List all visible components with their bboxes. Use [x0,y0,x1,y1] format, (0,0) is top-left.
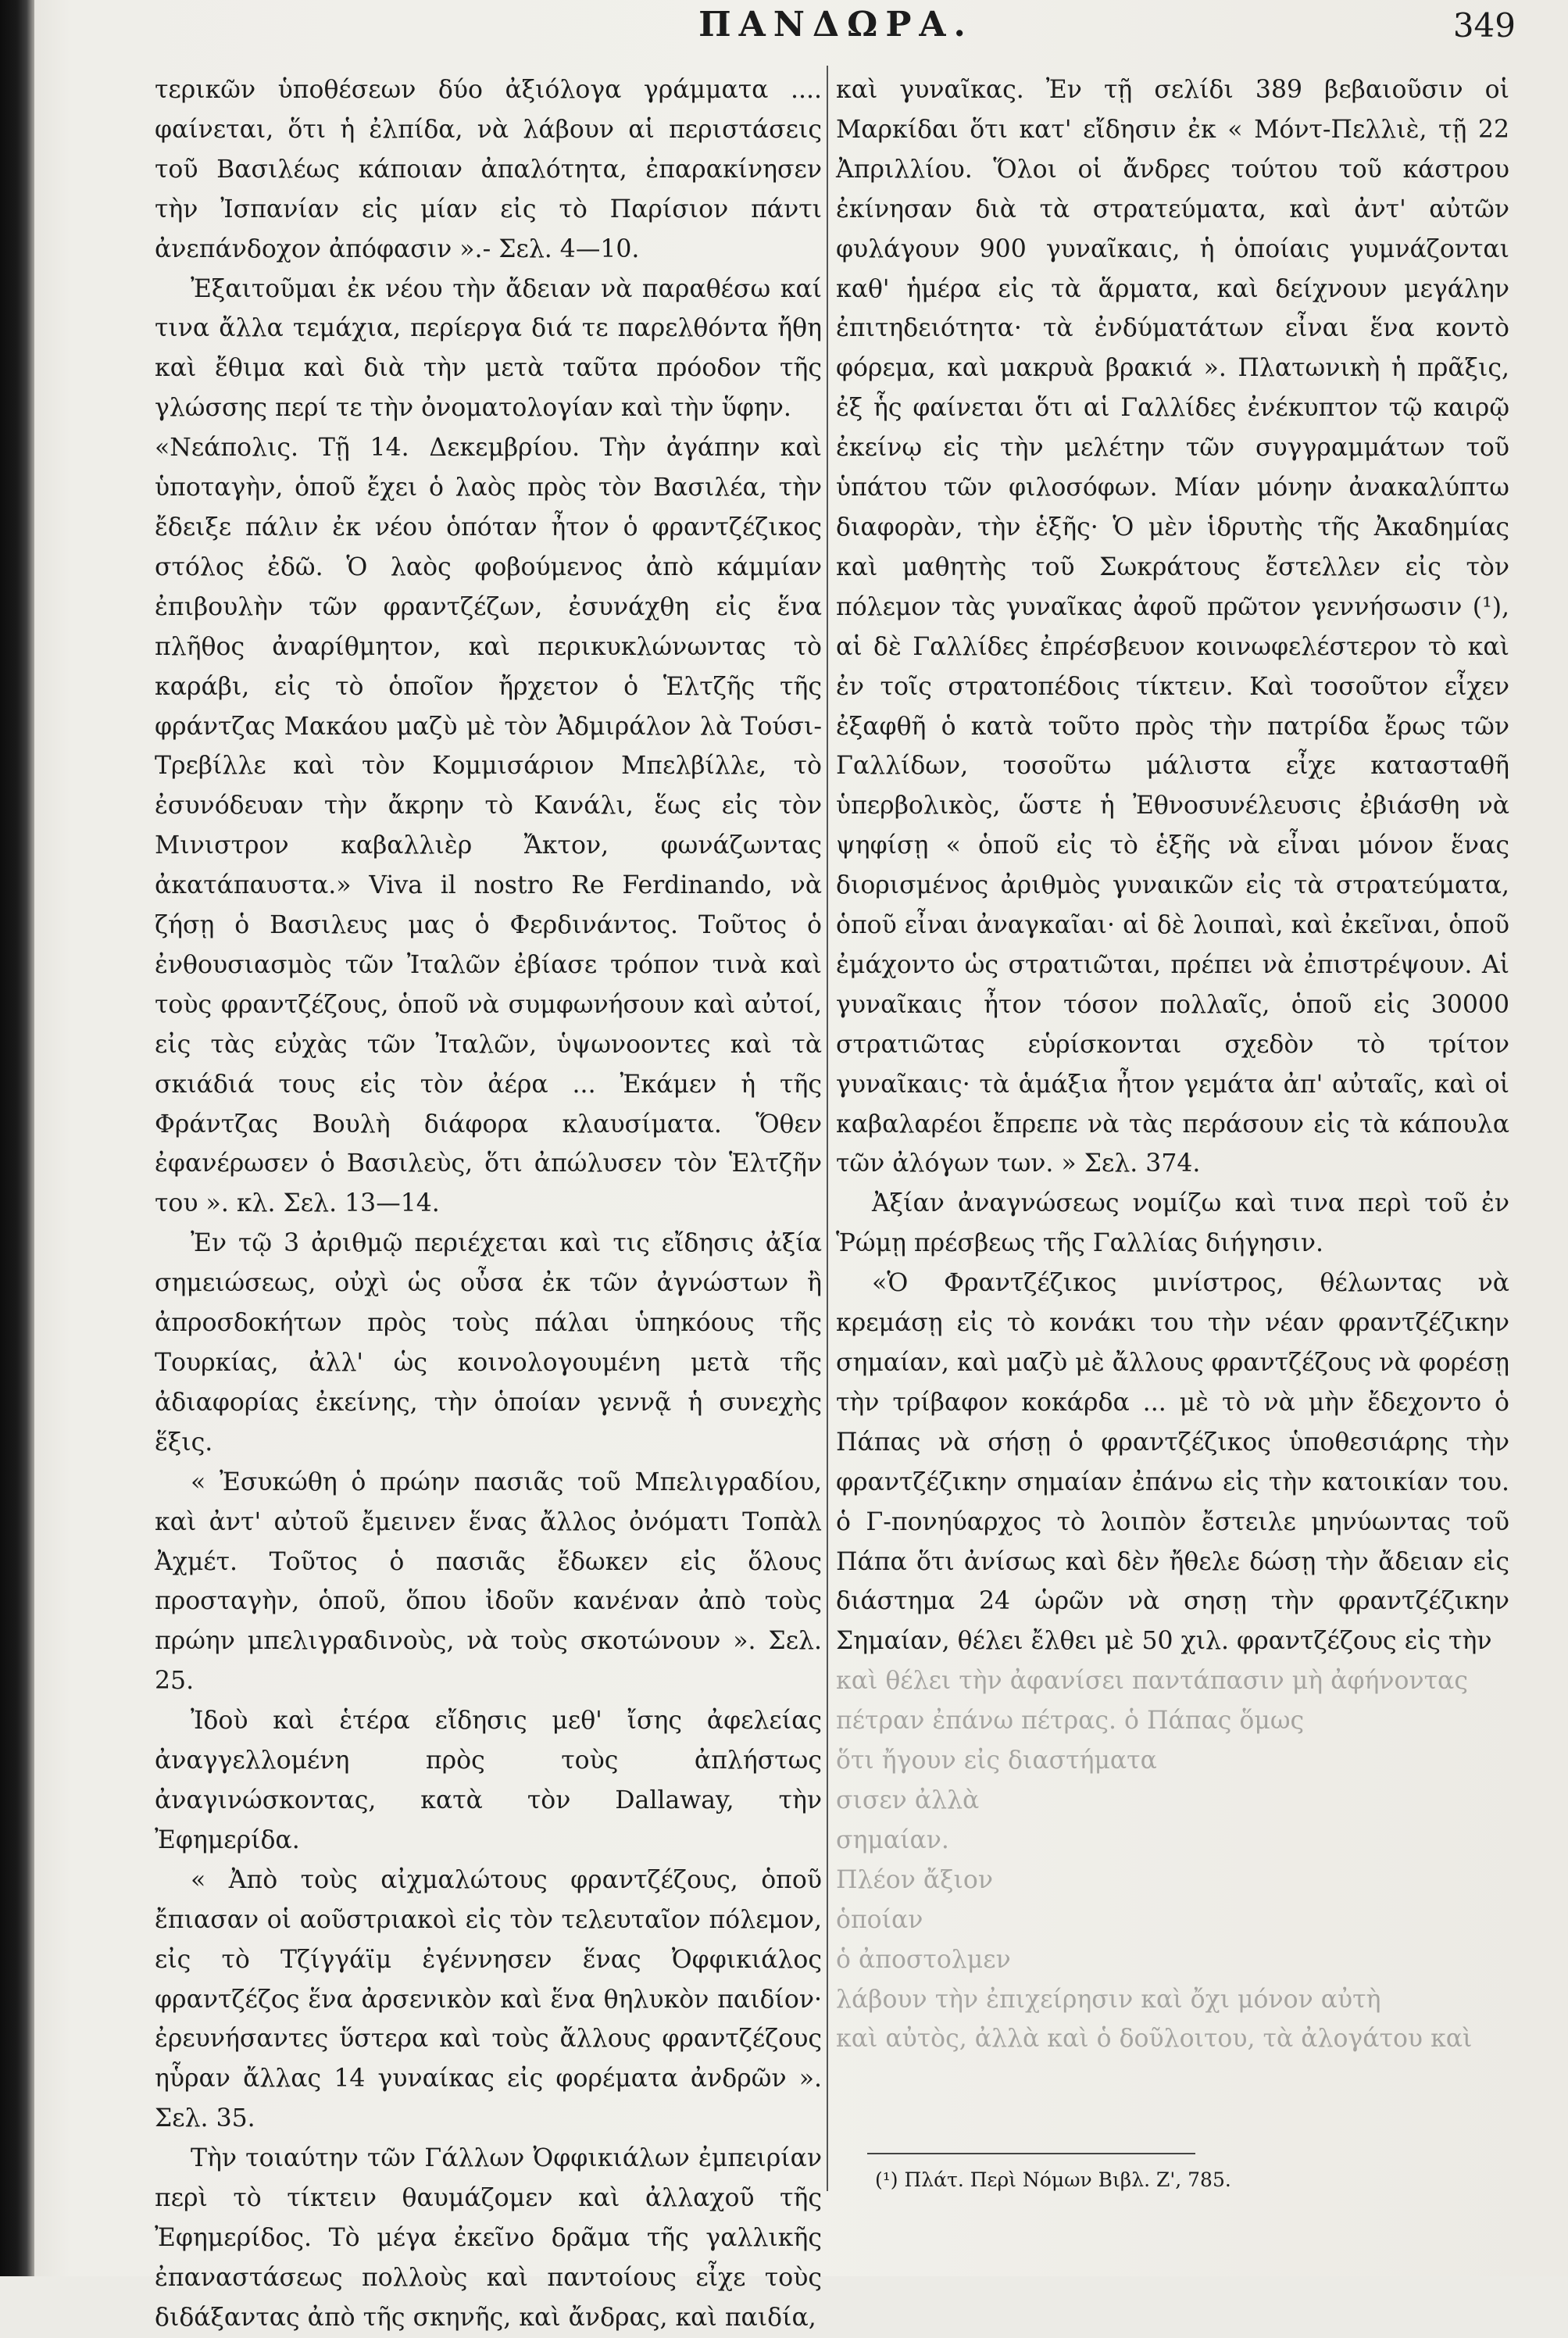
paragraph: «Νεάπολις. Τῇ 14. Δεκεμβρίου. Τὴν ἀγάπην καὶ ὑποταγὴν, ὁποῦ ἔχει ὁ λαὸς πρὸς τὸν Βασιλέα, τὴν ἔδειξε πάλιν ἐκ νέου ὁπόταν ἦτον ὁ φραντζέζικος στόλος ἐδῶ. Ὁ λαὸς φοβούμενος ἀπὸ κάμμίαν ἐπιβουλὴν τῶν φραντζέζων, ἐσυνάχθη εἰς ἕνα πλῆθος ἀναρίθμητον, καὶ περικυκλώνωντας τὸ καράβι, εἰς τὸ ὁποῖον ἤρχετον ὁ Ἑλτζῆς τῆς φράντζας Μακάου μαζὺ μὲ τὸν Ἀδμιράλον λὰ Τούσι-Τρεβίλλε καὶ τὸν Κομμισάριον Μπελβίλλε, τὸ ἐσυνόδευαν τὴν ἄκρην τὸ Κανάλι, ἕως εἰς τὸν Μινιστρον καβαλλιὲρ Ἄκτον, φωνάζωντας ἀκατάπαυστα.» Viva il nostro Re Ferdinando, νὰ ζήσῃ ὁ Βασιλευς μας ὁ Φερδινάντος. Τοῦτος ὁ ἐνθουσιασμὸς τῶν Ἰταλῶν ἐβίασε τρόπον τινὰ καὶ τοὺς φραντζέζους, ὁποῦ νὰ συμφωνήσουν καὶ αὐτοί, εἰς τὰς εὐχὰς τῶν Ἰταλῶν, ὑψωνοοντες καὶ τὰ σκιάδιά τους εἰς τὸν ἀέρα ... Ἐκάμεν ἡ τῆς Φράντζας Βουλὴ διάφορα κλαυσίματα. Ὅθεν ἐφανέρωσεν ὁ Βασιλεὺς, ὅτι ἀπώλυσεν τὸν Ἑλτζῆν του ». κλ. Σελ. 13—14. [155,434,822,1218]
column-divider [827,66,828,2191]
faded-line: σημαίαν. [836,1825,949,1854]
paragraph: « Ἀπὸ τοὺς αἰχμαλώτους φραντζέζους, ὁποῦ ἔπιασαν οἱ αοῦστριακοὶ εἰς τὸν τελευταῖον πόλεμον, εἰς τὸ Τζίγγάϊμ ἐγέννησεν ἕνας Ὀφφικιάλος φραντζέζος ἕνα ἀρσενικὸν καὶ ἕνα θηλυκὸν παιδίον· ἐρευνήσαντες ὕστερα καὶ τοὺς ἄλλους φραντζέζους ηὗραν ἄλλας 14 γυναίκας εἰς φορέματα ἀνδρῶν ». Σελ. 35. [155,1865,822,2133]
paragraph: Ἐξαιτοῦμαι ἐκ νέου τὴν ἄδειαν νὰ παραθέσω καί τινα ἄλλα τεμάχια, περίεργα διά τε παρελθόντα ἤθη καὶ ἔθιμα καὶ διὰ τὴν μετὰ ταῦτα πρόοδον τῆς γλώσσης περί τε τὴν ὀνοματολογίαν καὶ τὴν ὕφην. [155,274,822,423]
faded-line: σισεν ἀλλὰ [836,1786,980,1814]
paragraph: Ἀξίαν ἀναγνώσεως νομίζω καὶ τινα περὶ τοῦ ἐν Ῥώμῃ πρέσβεως τῆς Γαλλίας διήγησιν. [836,1189,1509,1258]
faded-line: λάβουν τὴν ἐπιχείρησιν καὶ ὄχι μόνον αὐτὴ [836,1985,1381,2014]
faded-line: πέτραν ἐπάνω πέτρας. ὁ Πάπας ὅμως [836,1707,1305,1736]
right-column [836,70,1509,2059]
paragraph: Ἐν τῷ 3 ἀριθμῷ περιέχεται καὶ τις εἴδησις ἀξία σημειώσεως, οὐχὶ ὡς οὖσα ἐκ τῶν ἀγνώστων ἢ ἀπροσδοκήτων πρὸς τοὺς πάλαι ὑπηκόους τῆς Τουρκίας, ἀλλ' ὡς κοινολογουμένη μετὰ τῆς ἀδιαφορίας ἐκείνης, τὴν ὁποίαν γεννᾷ ἡ συνεχὴς ἕξις. [155,1229,822,1457]
faded-line: Πλέον ἄξιον [836,1865,993,1894]
faded-line: ὁ ἀποστολμεν [836,1945,1011,1974]
paragraph: Ἰδοὺ καὶ ἑτέρα εἴδησις μεθ' ἴσης ἀφελείας ἀναγγελλομένη πρὸς τοὺς ἀπλήστως ἀναγινώσκοντας, κατὰ τὸν Dallaway, τὴν Ἐφημερίδα. [155,1707,822,1854]
page-number: 349 [1452,6,1516,45]
paragraph: « Ἐσυκώθη ὁ πρώην πασιᾶς τοῦ Μπελιγραδίου, καὶ ἀντ' αὐτοῦ ἔμεινεν ἕνας ἄλλος ὀνόματι Τοπὰλ Ἀχμέτ. Τοῦτος ὁ πασιᾶς ἔδωκεν εἰς ὅλους προσταγὴν, ὁποῦ, ὅπου ἰδοῦν κανέναν ἀπὸ τοὺς πρώην μπελιγραδινοὺς, νὰ τοὺς σκοτώνουν ». Σελ. 25. [155,1468,822,1696]
faded-line: ὅτι ἤγουν εἰς διαστήματα [836,1746,1157,1775]
left-column [155,70,822,2338]
running-head: ΠΑΝΔΩΡΑ. [698,5,973,45]
page-binding-shadow [0,0,34,2276]
page-header [148,5,1523,55]
footnote-divider [867,2153,1195,2154]
paragraph: «Ὁ Φραντζέζικος μινίστρος, θέλωντας νὰ κρεμάσῃ εἰς τὸ κονάκι του τὴν νέαν φραντζέζικην σημαίαν, καὶ μαζὺ μὲ ἄλλους φραντζέζους νὰ φορέσῃ τὴν τρίβαφον κοκάρδα ... μὲ τὸ νὰ μὴν ἔδεχοντο ὁ Πάπας νὰ σήσῃ ὁ φραντζέζικος ὑποθεσιάρης τὴν φραντζέζικην σημαίαν ἐπάνω εἰς τὴν κατοικίαν του. ὁ Γ-πονηύαρχος τὸ λοιπὸν ἔστειλε μηνύωντας τοῦ Πάπα ὅτι ἀνίσως καὶ δὲν ἤθελε δώσῃ τὴν ἄδειαν εἰς διάστημα 24 ὡρῶν νὰ σησῃ τὴν φραντζέζικην Σημαίαν, θέλει ἔλθει μὲ 50 χιλ. φραντζέζους εἰς τὴν [836,1269,1509,1656]
paragraph: Τὴν τοιαύτην τῶν Γάλλων Ὀφφικιάλων ἐμπειρίαν περὶ τὸ τίκτειν θαυμάζομεν καὶ ἀλλαχοῦ τῆς Ἐφημερίδος. Τὸ μέγα ἐκεῖνο δρᾶμα τῆς γαλλικῆς ἐπαναστάσεως πολλοὺς καὶ παντοίους εἶχε τοὺς διδάξαντας ἀπὸ τῆς σκηνῆς, καὶ ἄνδρας, καὶ παιδία, [155,2144,822,2332]
footnote: (¹) Πλάτ. Περὶ Νόμων Βιβλ. Ζ', 785. [875,2168,1231,2191]
faded-line: καὶ αὐτὸς, ἀλλὰ καὶ ὁ δοῦλοιτου, τὰ ἀλογάτου καὶ [836,2025,1473,2054]
paragraph: καὶ γυναῖκας. Ἐν τῇ σελίδι 389 βεβαιοῦσιν οἱ Μαρκίδαι ὅτι κατ' εἴδησιν ἐκ « Μόντ-Πελλιὲ, τῇ 22 Ἀπριλλίου. Ὅλοι οἱ ἄνδρες τούτου τοῦ κάστρου ἐκίνησαν διὰ τὰ στρατεύματα, καὶ ἀντ' αὐτῶν φυλάγουν 900 γυναῖκαις, ἡ ὁποίαις γυμνάζονται καθ' ἡμέρα εἰς τὰ ἅρματα, καὶ δείχνουν μεγάλην ἐπιτηδειότητα· τὰ ἐνδύματάτων εἶναι ἕνα κοντὸ φόρεμα, καὶ μακρυὰ βρακιά ». Πλατωνικὴ ἡ πρᾶξις, ἐξ ἧς φαίνεται ὅτι αἱ Γαλλίδες ἐνέκυπτον τῷ καιρῷ ἐκείνῳ εἰς τὴν μελέτην τῶν συγγραμμάτων τοῦ ὑπάτου τῶν φιλοσόφων. Μίαν μόνην ἀνακαλύπτω διαφορὰν, τὴν ἑξῆς· Ὁ μὲν ἱδρυτὴς τῆς Ἀκαδημίας καὶ μαθητὴς τοῦ Σωκράτους ἔστελλεν εἰς τὸν πόλεμον τὰς γυναῖκας ἀφοῦ πρῶτον γεννήσωσιν (¹), αἱ δὲ Γαλλίδες ἐπρέσβευον κοινωφελέστερον τὸ καὶ ἐν τοῖς στρατοπέδοις τίκτειν. Καὶ τοσοῦτον εἶχεν ἐξαφθῆ ὁ κατὰ τοῦτο πρὸς τὴν πατρίδα ἔρως τῶν Γαλλίδων, τοσοῦτω μάλιστα εἶχε κατασταθῆ ὑπερβολικὸς, ὥστε ἡ Ἐθνοσυνέλευσις ἐβιάσθη νὰ ψηφίσῃ « ὁποῦ εἰς τὸ ἑξῆς νὰ εἶναι μόνον ἕνας διορισμένος ἀριθμὸς γυναικῶν εἰς τὰ στρατεύματα, ὁποῦ εἶναι ἀναγκαῖαι· αἱ δὲ λοιπαὶ, καὶ ἐκεῖναι, ὁποῦ ἐμάχοντο ὡς στρατιῶται, πρέπει νὰ ἐπιστρέψουν. Αἱ γυναῖκαις ἦτον τόσον πολλαῖς, ὁποῦ εἰς 30000 στρατιῶτας εὑρίσκονται σχεδὸν τὸ τρίτον γυναῖκαις· τὰ ἁμάξια ἦτον γεμάτα ἀπ' αὐταῖς, καὶ οἱ καβαλαρέοι ἔπρεπε νὰ τὰς περάσουν εἰς τὰ κάπουλα τῶν ἀλόγων των. » Σελ. 374. [836,76,1509,1178]
faded-text-block [836,1661,1509,2059]
faded-line: καὶ θέλει τὴν ἀφανίσει παντάπασιν μὴ ἀφήνοντας [836,1667,1468,1696]
paragraph: τερικῶν ὑποθέσεων δύο ἀξιόλογα γράμματα .... φαίνεται, ὅτι ἡ ἐλπίδα, νὰ λάβουν αἱ περιστάσεις τοῦ Βασιλέως κάποιαν ἀπαλότητα, ἐπαρακίνησεν τὴν Ἰσπανίαν εἰς μίαν εἰς τὸ Παρίσιον πάντι ἀνεπάνδοχον ἀπόφασιν ».- Σελ. 4—10. [155,76,822,263]
faded-line: ὁποίαν [836,1905,923,1934]
